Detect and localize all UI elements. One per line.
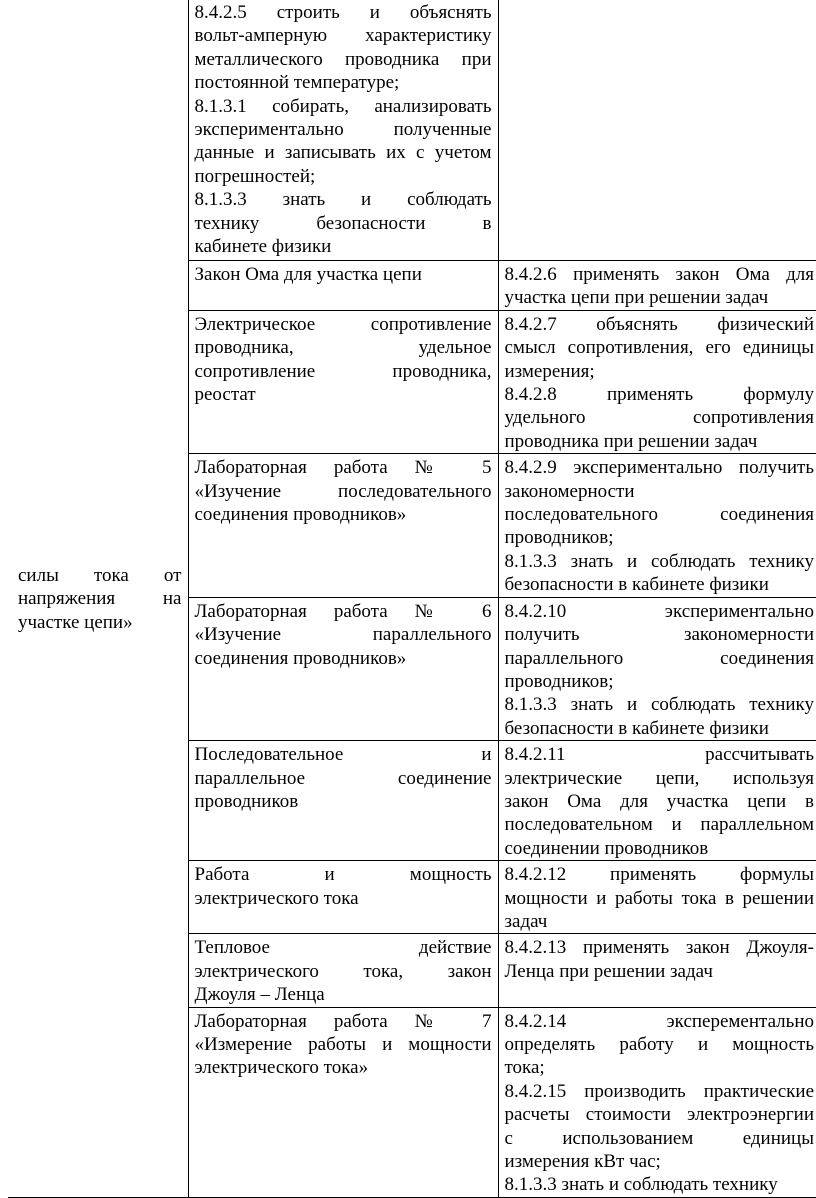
objective-paragraph (505, 550, 815, 597)
lesson-title-line: силы тока от (18, 564, 182, 586)
objective-text-line: постоянной температуре; (194, 72, 400, 94)
objective-text-line: проводников; (504, 527, 614, 549)
objective-text-line: измерения; (504, 360, 595, 382)
table-row (8, 0, 816, 261)
topic-text-line: «Изучение параллельного (194, 624, 492, 646)
objective-text-line: технику безопасности в (194, 212, 492, 234)
objective-text-line: Ленца при решении задач (504, 960, 713, 982)
objective-paragraph (505, 936, 815, 983)
objective-text-line: 8.1.3.1 собирать, анализировать (194, 95, 492, 117)
topic-text-line: соединения проводников» (194, 504, 407, 526)
objective-paragraph (505, 863, 815, 933)
objective-paragraph (195, 95, 492, 189)
objective-text-line: закон Ома для участка цепи в (504, 790, 814, 812)
objective-text-line: 8.4.2.10 экспериментально (504, 600, 814, 622)
topic-text-line: электрического тока, закон (194, 960, 492, 982)
objective-text-line: 8.4.2.15 производить практические (504, 1080, 814, 1102)
objective-text-line: с использованием единицы (504, 1127, 814, 1149)
objective-paragraph (195, 1, 492, 95)
learning-objectives-cell (498, 861, 816, 934)
objective-text-line: проводника при решении задач (504, 430, 758, 452)
objective-text-line: 8.4.2.12 применять формулы (504, 864, 814, 886)
objective-text-line: электрические цепи, используя (504, 767, 814, 789)
objective-text-line: 8.1.3.3 знать и соблюдать технику (504, 550, 814, 572)
learning-objectives-cell (498, 261, 816, 311)
objective-text-line: кабинете физики (194, 236, 332, 258)
objective-text-line: задач (504, 910, 548, 932)
objectives-cell (188, 0, 498, 261)
objective-text-line: 8.4.2.8 применять формулу (504, 384, 814, 406)
lesson-title-line: напряжения на (18, 588, 182, 610)
topic-paragraph (195, 743, 492, 813)
topic-text-line: Лабораторная работа № 5 (194, 457, 492, 479)
topic-cell (188, 1007, 498, 1197)
objective-text-line: удельного сопротивления (504, 407, 814, 429)
topic-cell (188, 310, 498, 453)
objective-text-line: 8.4.2.6 применять закон Ома для (504, 264, 814, 285)
topic-cell (188, 261, 498, 311)
objective-text-line: безопасности в кабинете физики (504, 574, 769, 596)
objective-paragraph (505, 600, 815, 694)
objective-text-line: 8.4.2.11 рассчитывать (504, 744, 814, 766)
objective-text-line: 8.4.2.13 применять закон Джоуля- (504, 937, 814, 959)
topic-text-line: Лабораторная работа № 7 (194, 1010, 492, 1032)
topic-text-line: электрического тока» (194, 1057, 369, 1079)
objective-text-line: 8.4.2.9 экспериментально получить (504, 457, 814, 479)
topic-text-line: проводника, удельное (194, 337, 492, 359)
topic-text-line: Работа и мощность (194, 864, 492, 886)
objective-text-line: измерения кВт час; (504, 1151, 661, 1173)
learning-objectives-cell (498, 454, 816, 597)
objective-paragraph (505, 743, 815, 860)
topic-cell (188, 861, 498, 934)
topic-paragraph (195, 456, 492, 526)
objective-text-line: получить закономерности (504, 624, 814, 646)
objective-paragraph (505, 1010, 815, 1080)
objective-paragraph (505, 383, 815, 453)
topic-text-line: электрического тока (194, 887, 359, 909)
learning-objectives-cell (498, 934, 816, 1007)
curriculum-table (8, 0, 816, 1198)
topic-text-line: реостат (194, 384, 256, 406)
objective-paragraph (505, 263, 815, 310)
empty-cell (498, 0, 816, 261)
topic-cell (188, 741, 498, 861)
topic-text-line: параллельное соединение (194, 767, 492, 789)
objective-text-line: безопасности в кабинете физики (504, 717, 769, 739)
objective-text-line: тока; (504, 1057, 545, 1079)
objective-text-line: расчеты стоимости электроэнергии (504, 1104, 814, 1126)
topic-text-line: «Изучение последовательного (194, 480, 492, 502)
topic-text-line: соединения проводников» (194, 647, 407, 669)
objective-paragraph (195, 188, 492, 258)
learning-objectives-cell (498, 310, 816, 453)
objective-text-line: участка цепи при решении задач (504, 287, 769, 309)
objective-text-line: параллельного соединения (504, 647, 814, 669)
topic-text-line: «Измерение работы и мощности (194, 1034, 492, 1055)
topic-text-line: Лабораторная работа № 6 (194, 600, 492, 622)
topic-paragraph (195, 600, 492, 670)
objective-paragraph (505, 313, 815, 383)
objective-text-line: 8.4.2.7 объяснять физический (504, 313, 814, 335)
topic-paragraph (195, 1010, 492, 1080)
topic-text-line: проводников (194, 790, 299, 812)
objective-text-line: соединении проводников (504, 837, 709, 859)
objective-text-line: 8.4.2.5 строить и объяснять (194, 2, 492, 23)
topic-text-line: Электрическое сопротивление (194, 313, 492, 335)
objective-text-line: экспериментально полученные (194, 119, 492, 141)
objective-text-line: последовательном и параллельном (504, 814, 814, 836)
objective-text-line: смысл сопротивления, его единицы (504, 337, 814, 359)
objective-text-line: металлического проводника при (194, 48, 492, 70)
objective-paragraph (505, 1173, 815, 1196)
objective-text-line: проводников; (504, 670, 614, 692)
objective-text-line: 8.4.2.14 эксперементально (504, 1010, 814, 1032)
learning-objectives-cell (498, 741, 816, 861)
objective-text-line: мощности и работы тока в решении (504, 887, 814, 909)
topic-paragraph (195, 313, 492, 407)
topic-text-line: Закон Ома для участка цепи (194, 264, 422, 285)
objective-paragraph (505, 1080, 815, 1174)
learning-objectives-cell (498, 1007, 816, 1197)
topic-cell (188, 934, 498, 1007)
topic-text-line: Последовательное и (194, 744, 492, 766)
lesson-title-cell (8, 0, 188, 1197)
objective-paragraph (505, 456, 815, 550)
topic-text-line: Джоуля – Ленца (194, 984, 325, 1006)
learning-objectives-cell (498, 597, 816, 740)
objective-text-line: погрешностей; (194, 165, 316, 187)
objective-text-line: 8.1.3.3 знать и соблюдать технику (504, 694, 814, 716)
objective-text-line: 8.1.3.3 знать и соблюдать (194, 189, 492, 211)
objective-text-line: данные и записывать их с учетом (194, 142, 492, 164)
topic-paragraph (195, 936, 492, 1006)
objective-text-line: закономерности (504, 480, 635, 502)
objective-text-line: последовательного соединения (504, 504, 814, 526)
topic-paragraph (195, 863, 492, 910)
objective-text-line: вольт-амперную характеристику (194, 25, 492, 47)
topic-cell (188, 597, 498, 740)
objective-paragraph (505, 693, 815, 740)
topic-text-line: Тепловое действие (194, 937, 492, 959)
topic-cell (188, 454, 498, 597)
topic-paragraph (195, 263, 492, 286)
objective-text-line: 8.1.3.3 знать и соблюдать технику (504, 1174, 778, 1196)
lesson-title-paragraph (18, 564, 182, 634)
topic-text-line: сопротивление проводника, (194, 360, 492, 382)
lesson-title-line: участке цепи» (18, 611, 133, 633)
objective-text-line: определять работу и мощность (504, 1034, 814, 1055)
